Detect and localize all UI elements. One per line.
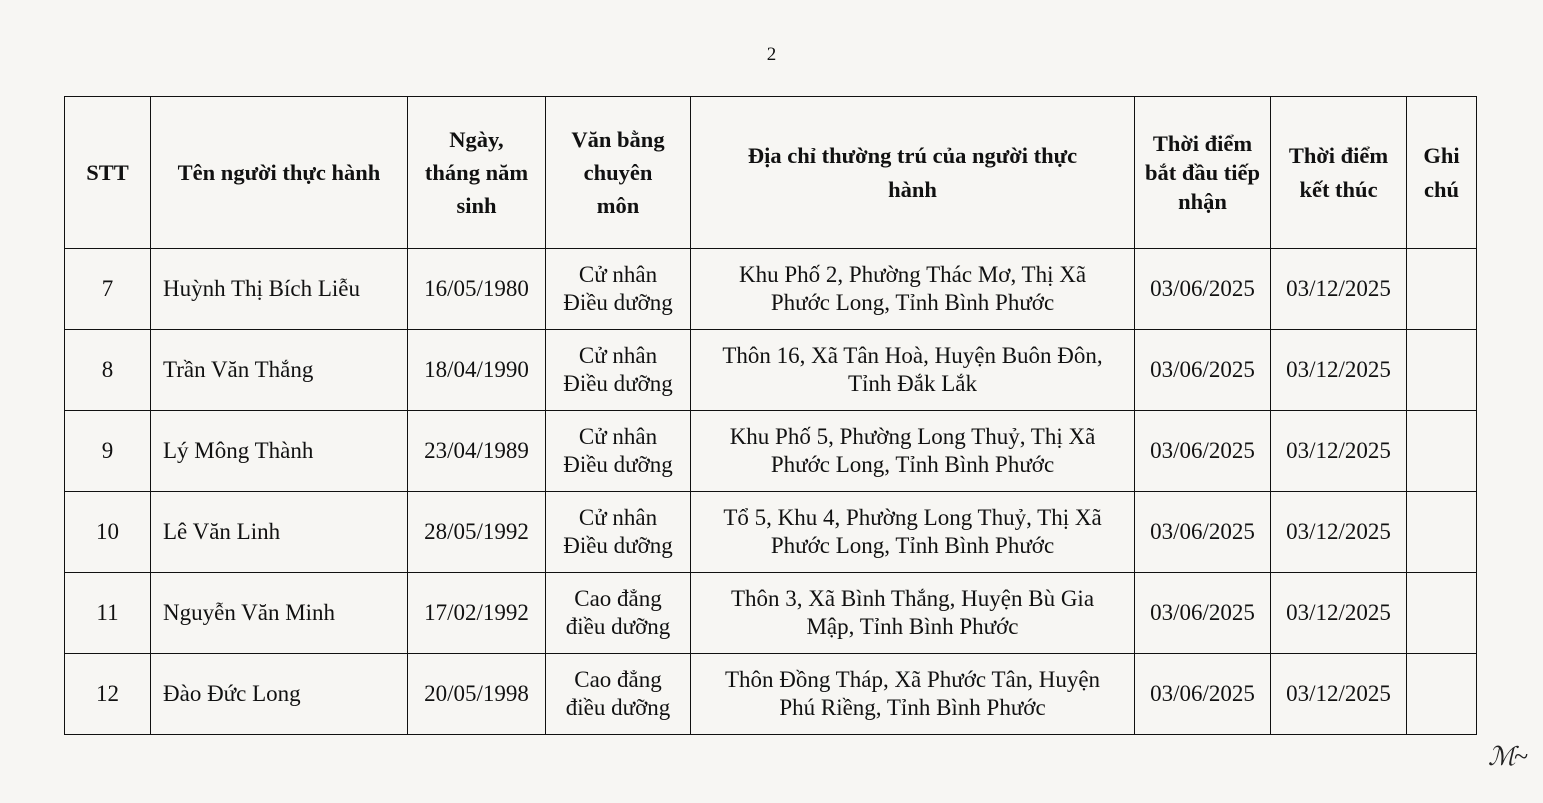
header-stt: STT [65, 97, 151, 249]
cell-dob: 17/02/1992 [408, 573, 546, 654]
cell-end: 03/12/2025 [1271, 492, 1407, 573]
cell-degree: Cử nhân Điều dưỡng [546, 330, 691, 411]
cell-note [1407, 249, 1477, 330]
cell-stt: 9 [65, 411, 151, 492]
cell-stt: 10 [65, 492, 151, 573]
table-row [65, 492, 1477, 573]
header-end: Thời điểm kết thúc [1271, 97, 1407, 249]
cell-degree: Cao đẳng điều dưỡng [546, 654, 691, 735]
header-address: Địa chỉ thường trú của người thực hành [691, 97, 1135, 249]
cell-note [1407, 573, 1477, 654]
cell-name: Huỳnh Thị Bích Liễu [151, 249, 408, 330]
cell-stt: 8 [65, 330, 151, 411]
cell-degree: Cử nhân Điều dưỡng [546, 249, 691, 330]
header-name: Tên người thực hành [151, 97, 408, 249]
cell-note [1407, 330, 1477, 411]
cell-start: 03/06/2025 [1135, 249, 1271, 330]
cell-start: 03/06/2025 [1135, 411, 1271, 492]
page-number: 2 [766, 44, 777, 65]
cell-stt: 11 [65, 573, 151, 654]
cell-note [1407, 492, 1477, 573]
cell-address: Khu Phố 5, Phường Long Thuỷ, Thị Xã Phước Long, Tỉnh Bình Phước [691, 411, 1135, 492]
cell-dob: 20/05/1998 [408, 654, 546, 735]
cell-dob: 16/05/1980 [408, 249, 546, 330]
header-note: Ghi chú [1407, 97, 1477, 249]
initials-signature: ℳ~ [1488, 742, 1526, 771]
cell-name: Lý Mông Thành [151, 411, 408, 492]
header-start: Thời điểm bắt đầu tiếp nhận [1135, 97, 1271, 249]
cell-start: 03/06/2025 [1135, 492, 1271, 573]
cell-degree: Cử nhân Điều dưỡng [546, 411, 691, 492]
table-row [65, 654, 1477, 735]
table-header-row [65, 97, 1477, 249]
cell-dob: 18/04/1990 [408, 330, 546, 411]
cell-degree: Cao đẳng điều dưỡng [546, 573, 691, 654]
cell-address: Khu Phố 2, Phường Thác Mơ, Thị Xã Phước Long, Tỉnh Bình Phước [691, 249, 1135, 330]
header-dob: Ngày, tháng năm sinh [408, 97, 546, 249]
cell-end: 03/12/2025 [1271, 411, 1407, 492]
cell-name: Lê Văn Linh [151, 492, 408, 573]
cell-note [1407, 654, 1477, 735]
cell-end: 03/12/2025 [1271, 573, 1407, 654]
cell-end: 03/12/2025 [1271, 330, 1407, 411]
cell-stt: 12 [65, 654, 151, 735]
cell-dob: 23/04/1989 [408, 411, 546, 492]
cell-address: Thôn 16, Xã Tân Hoà, Huyện Buôn Đôn, Tỉnh Đắk Lắk [691, 330, 1135, 411]
table-row [65, 249, 1477, 330]
cell-end: 03/12/2025 [1271, 249, 1407, 330]
table-row [65, 573, 1477, 654]
cell-name: Trần Văn Thắng [151, 330, 408, 411]
cell-start: 03/06/2025 [1135, 654, 1271, 735]
cell-start: 03/06/2025 [1135, 330, 1271, 411]
cell-name: Nguyễn Văn Minh [151, 573, 408, 654]
table-row [65, 330, 1477, 411]
cell-name: Đào Đức Long [151, 654, 408, 735]
practitioner-table [64, 96, 1477, 735]
cell-degree: Cử nhân Điều dưỡng [546, 492, 691, 573]
cell-address: Tổ 5, Khu 4, Phường Long Thuỷ, Thị Xã Phước Long, Tỉnh Bình Phước [691, 492, 1135, 573]
cell-address: Thôn 3, Xã Bình Thắng, Huyện Bù Gia Mập, Tỉnh Bình Phước [691, 573, 1135, 654]
cell-dob: 28/05/1992 [408, 492, 546, 573]
table-row [65, 411, 1477, 492]
cell-end: 03/12/2025 [1271, 654, 1407, 735]
header-degree: Văn bằng chuyên môn [546, 97, 691, 249]
cell-start: 03/06/2025 [1135, 573, 1271, 654]
cell-stt: 7 [65, 249, 151, 330]
cell-note [1407, 411, 1477, 492]
cell-address: Thôn Đồng Tháp, Xã Phước Tân, Huyện Phú Riềng, Tỉnh Bình Phước [691, 654, 1135, 735]
